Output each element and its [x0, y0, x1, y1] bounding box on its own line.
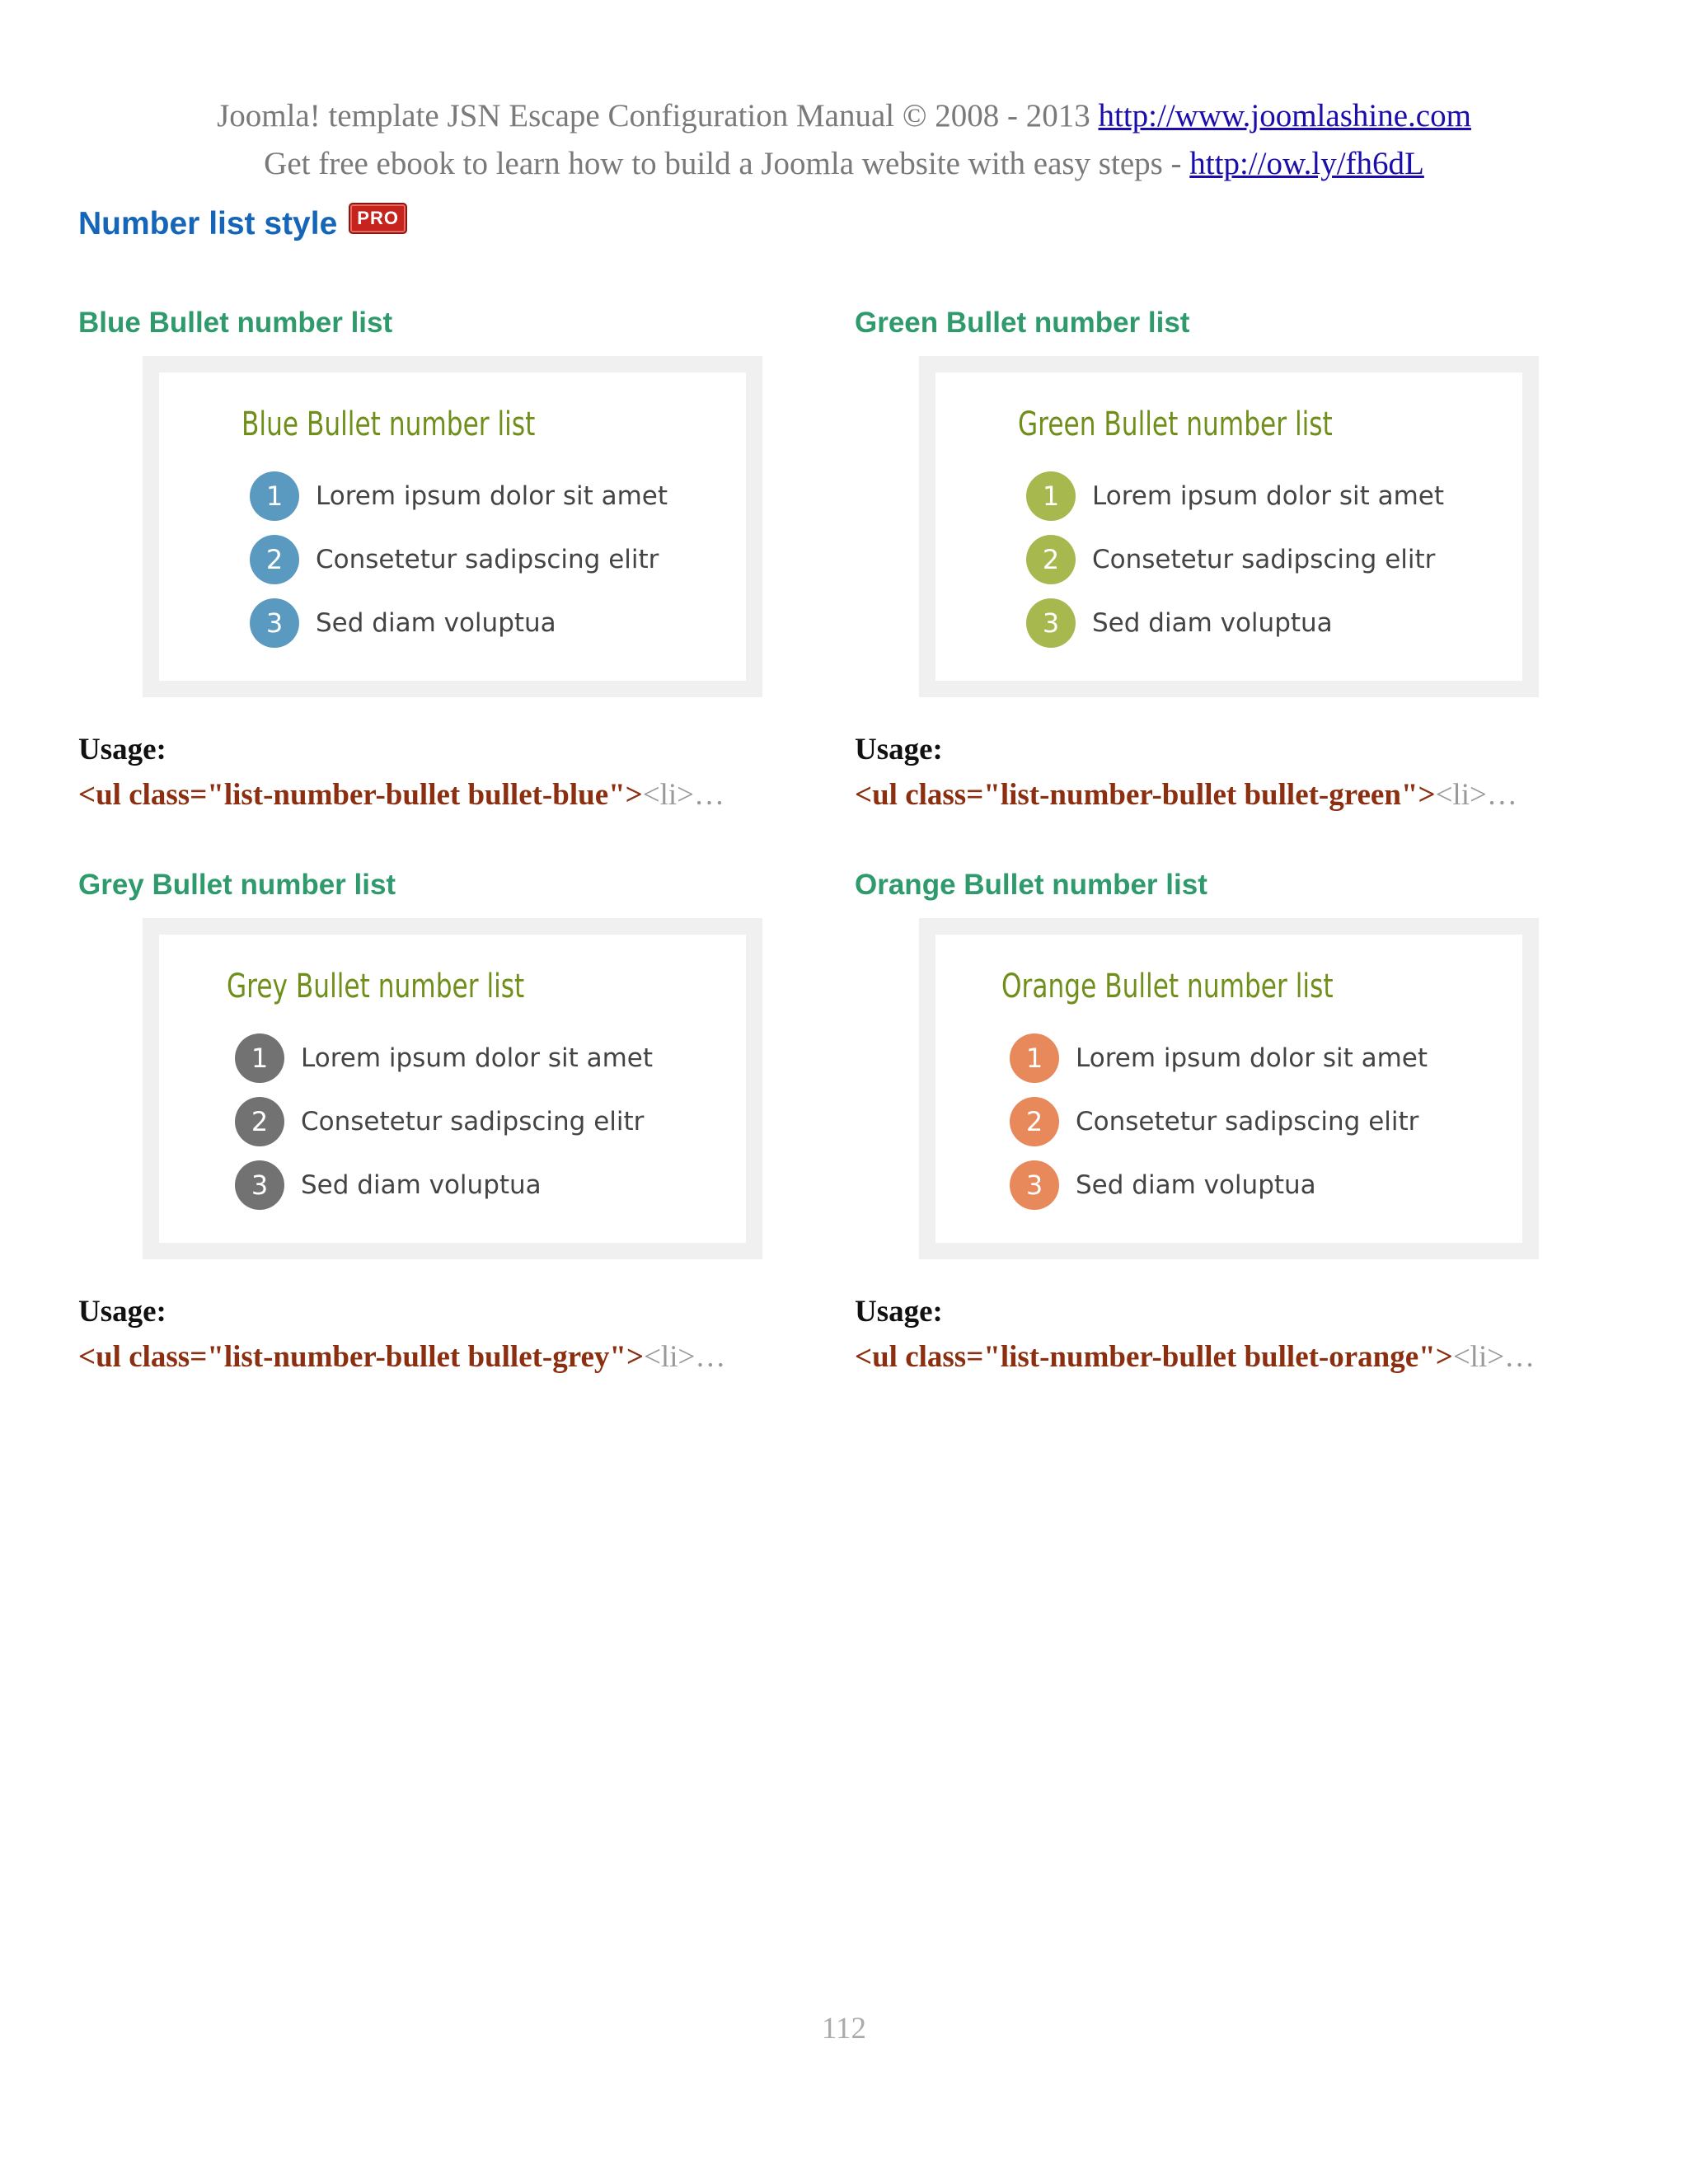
grey-bullet-block	[78, 865, 870, 1374]
number-list	[1026, 471, 1444, 662]
number-bullet: 3	[1026, 598, 1076, 648]
header-ebook-text: Get free ebook to learn how to build a Joomla website with easy steps -	[264, 146, 1190, 181]
preview-title: Orange Bullet number list	[1001, 968, 1334, 1005]
list-item-text: Lorem ipsum dolor sit amet	[301, 1043, 654, 1073]
list-item-text: Consetetur sadipscing elitr	[1092, 545, 1436, 574]
page-number: 112	[821, 2012, 867, 2046]
preview-card	[159, 373, 746, 681]
block-title: Green Bullet number list	[855, 307, 1190, 339]
usage-label: Usage:	[78, 733, 166, 766]
header-manual-text: Joomla! template JSN Escape Configuration Manual © 2008 - 2013	[217, 98, 1099, 134]
orange-bullet-block	[855, 865, 1646, 1374]
usage-label: Usage:	[855, 733, 943, 766]
preview-title: Blue Bullet number list	[241, 405, 536, 443]
number-bullet: 2	[250, 535, 299, 584]
number-bullet: 3	[1010, 1160, 1059, 1210]
number-bullet: 2	[1026, 535, 1076, 584]
joomlashine-link[interactable]: http://www.joomlashine.com	[1098, 98, 1471, 134]
blue-bullet-block	[78, 303, 870, 812]
list-item-text: Sed diam voluptua	[1076, 1170, 1316, 1200]
preview-card	[935, 373, 1522, 681]
list-item	[250, 471, 668, 521]
list-item-text: Consetetur sadipscing elitr	[316, 545, 659, 574]
section-title	[78, 206, 407, 242]
number-bullet: 1	[235, 1033, 284, 1083]
number-bullet: 1	[1026, 471, 1076, 521]
block-title: Blue Bullet number list	[78, 307, 393, 339]
section-title-text: Number list style	[78, 206, 338, 241]
list-item-text: Sed diam voluptua	[301, 1170, 542, 1200]
number-list	[250, 471, 668, 662]
usage-code	[78, 777, 724, 813]
usage-code-tail: <li>…	[642, 778, 725, 812]
ebook-link[interactable]: http://ow.ly/fh6dL	[1189, 146, 1424, 181]
header-line-1	[0, 92, 1688, 140]
list-item-text: Lorem ipsum dolor sit amet	[1092, 481, 1445, 511]
usage-label: Usage:	[855, 1295, 943, 1329]
list-item-text: Consetetur sadipscing elitr	[301, 1107, 645, 1137]
preview-frame	[143, 918, 762, 1259]
number-bullet: 2	[235, 1097, 284, 1146]
page-header	[0, 92, 1688, 188]
usage-code-tail: <li>…	[1452, 1340, 1536, 1374]
list-item	[1010, 1160, 1428, 1210]
list-item	[235, 1033, 653, 1083]
list-item-text: Consetetur sadipscing elitr	[1076, 1107, 1419, 1137]
block-title: Grey Bullet number list	[78, 869, 396, 901]
usage-label: Usage:	[78, 1295, 166, 1329]
list-item	[250, 535, 668, 584]
block-title: Orange Bullet number list	[855, 869, 1207, 901]
preview-frame	[919, 918, 1539, 1259]
usage-code-class: <ul class="list-number-bullet bullet-grey">	[78, 1340, 645, 1374]
list-item-text: Lorem ipsum dolor sit amet	[316, 481, 668, 511]
list-item	[1026, 535, 1444, 584]
preview-title: Green Bullet number list	[1018, 405, 1333, 443]
list-item-text: Lorem ipsum dolor sit amet	[1076, 1043, 1428, 1073]
usage-code	[855, 1339, 1535, 1375]
list-item	[1010, 1097, 1428, 1146]
number-list	[1010, 1033, 1428, 1224]
preview-title: Grey Bullet number list	[227, 968, 525, 1005]
list-item	[1010, 1033, 1428, 1083]
usage-code-class: <ul class="list-number-bullet bullet-green">	[855, 778, 1436, 812]
list-item-text: Sed diam voluptua	[1092, 608, 1333, 638]
pro-badge: PRO	[349, 203, 407, 234]
usage-code-tail: <li>…	[1435, 778, 1517, 812]
header-line-2	[0, 140, 1688, 188]
number-bullet: 3	[250, 598, 299, 648]
list-item	[1026, 598, 1444, 648]
preview-frame	[143, 356, 762, 697]
green-bullet-block	[855, 303, 1646, 812]
usage-code	[78, 1339, 725, 1375]
list-item-text: Sed diam voluptua	[316, 608, 556, 638]
usage-code-tail: <li>…	[644, 1340, 726, 1374]
number-list	[235, 1033, 653, 1224]
list-item	[1026, 471, 1444, 521]
number-bullet: 1	[1010, 1033, 1059, 1083]
usage-code-class: <ul class="list-number-bullet bullet-blue">	[78, 778, 643, 812]
usage-code	[855, 777, 1517, 813]
preview-card	[159, 935, 746, 1243]
number-bullet: 2	[1010, 1097, 1059, 1146]
list-item	[235, 1160, 653, 1210]
number-bullet: 3	[235, 1160, 284, 1210]
preview-frame	[919, 356, 1539, 697]
preview-card	[935, 935, 1522, 1243]
list-item	[250, 598, 668, 648]
number-bullet: 1	[250, 471, 299, 521]
usage-code-class: <ul class="list-number-bullet bullet-orange">	[855, 1340, 1453, 1374]
list-item	[235, 1097, 653, 1146]
